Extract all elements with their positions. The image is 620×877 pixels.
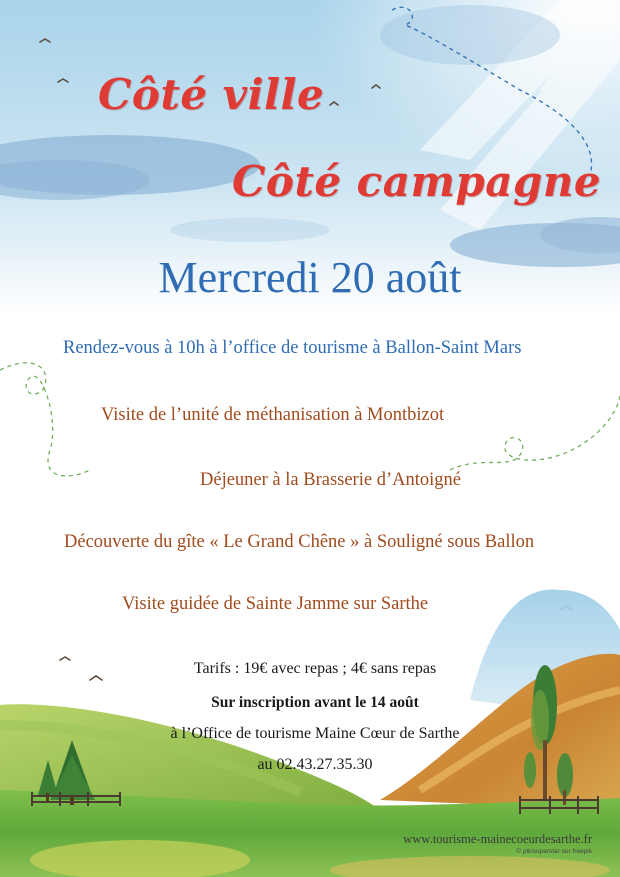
website-url[interactable]: www.tourisme-mainecoeurdesarthe.fr bbox=[403, 832, 592, 846]
registration-office: à l’Office de tourisme Maine Cœur de Sarthe bbox=[170, 725, 460, 742]
program-item-lunch: Déjeuner à la Brasserie d’Antoigné bbox=[200, 470, 461, 490]
title-line-1: Côté ville bbox=[98, 70, 325, 119]
image-credit: © pikisuperstar sur freepik bbox=[516, 848, 592, 855]
phone-number: au 02.43.27.35.30 bbox=[257, 756, 373, 773]
program-item-gite: Découverte du gîte « Le Grand Chêne » à Souligné sous Ballon bbox=[64, 532, 535, 552]
program-item-methanisation: Visite de l’unité de méthanisation à Montbizot bbox=[101, 405, 445, 425]
title-line-2: Côté campagne bbox=[232, 157, 602, 206]
registration-deadline: Sur inscription avant le 14 août bbox=[211, 694, 419, 711]
pricing: Tarifs : 19€ avec repas ; 4€ sans repas bbox=[193, 660, 437, 677]
program-item-meeting: Rendez-vous à 10h à l’office de tourisme à Ballon-Saint Mars bbox=[63, 338, 522, 358]
event-date: Mercredi 20 août bbox=[158, 253, 462, 302]
program-item-guided-visit: Visite guidée de Sainte Jamme sur Sarthe bbox=[122, 594, 429, 614]
